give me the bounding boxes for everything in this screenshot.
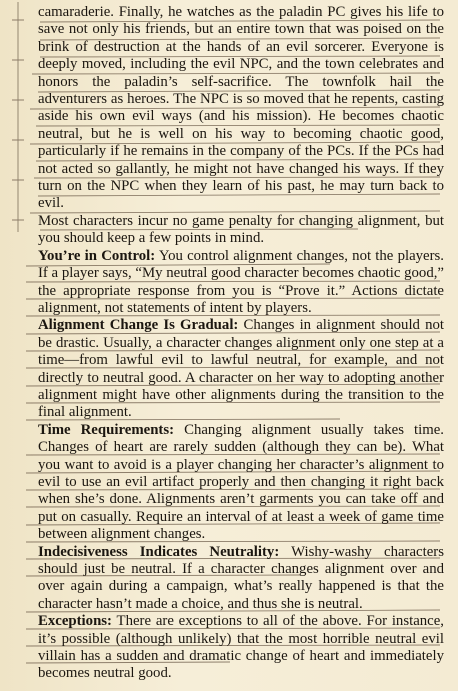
paragraph-text: Most characters incur no game penalty for changing alignment, but you should keep a few points in mind. (38, 212, 444, 247)
paragraph-time (24, 422, 444, 544)
paragraph-gradual (24, 317, 444, 421)
run-in-heading: Indecisiveness Indicates Neutrality: (38, 543, 280, 560)
run-in-heading: Exceptions: (38, 613, 112, 630)
paragraph-text: Wishy-washy characters should just be neutral. If a character changes alignment over and over again during a campaign, what’s really happened is that the character hasn’t made a choice, and thus she is neutral. (38, 543, 444, 612)
paragraph-text: camaraderie. Finally, he watches as the paladin PC gives his life to save not only his friends, but an entire town that was poised on the brink of destruction at the hands of an evil sorcerer. Everyone is deeply moved, including the evil NPC, and the town celebrates and honors the paladin’s self-sacrifice. The townfolk hail the adventurers as heroes. The NPC is so moved that he repents, casting aside his own evil ways (and his mission). He becomes chaotic neutral, but he is well on his way to becoming chaotic good, particularly if he remains in the company of the PCs. If the PCs had not acted so gallantly, he might not have changed his ways. If they turn on the NPC when they learn of his past, he may turn back to evil. (38, 4, 444, 212)
paragraph-text: You control alignment changes, not the players. If a player says, “My neutral good character becomes chaotic good,” the appropriate response from you is “Prove it.” Actions dictate alignment, not statements of intent by players. (38, 247, 445, 316)
paragraph-exceptions (24, 613, 444, 683)
run-in-heading: Time Requirements: (38, 421, 175, 438)
paragraph-penalty (24, 213, 444, 248)
paragraph-nadpc-story (24, 4, 444, 213)
paragraph-indecisive (24, 544, 444, 614)
run-in-heading: Alignment Change Is Gradual: (38, 317, 239, 334)
run-in-heading: You’re in Control: (38, 247, 156, 264)
paragraph-control (24, 248, 444, 318)
paragraph-text: Changes in alignment should not be drastic. Usually, a character changes alignment only one step at a time—from lawful evil to lawful neutral, for example, and not directly to neutral good. A character on her way to adopting another alignment might have other alignments during the transition to the final alignment. (38, 317, 444, 421)
paragraph-text: There are exceptions to all of the above. For instance, it’s possible (although unlikely) that the most horrible neutral evil villain has a sudden and dramatic change of heart and immediately becomes neutral good. (38, 613, 444, 682)
text-column (24, 4, 444, 683)
paragraph-text: Changing alignment usually takes time. Changes of heart are rarely sudden (although they can be). What you want to avoid is a player changing her character’s alignment to evil to use an evil artifact properly and then changing it right back when she’s done. Alignments aren’t garments you can take off and put on casually. Require an interval of at least a week of game time between alignment changes. (38, 421, 445, 543)
